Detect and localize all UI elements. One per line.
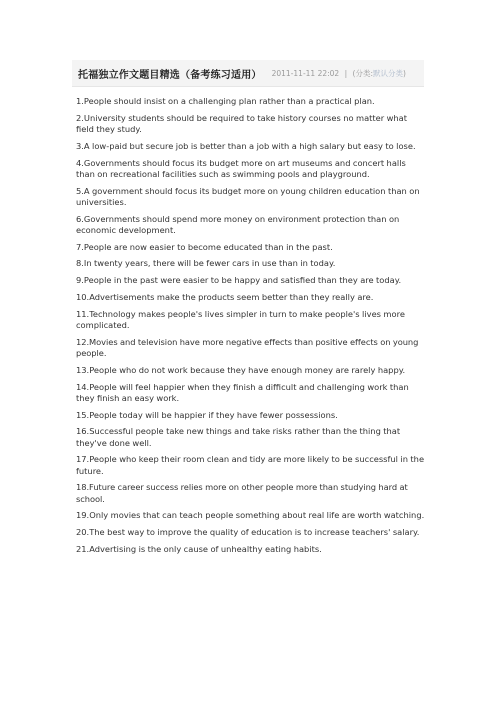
- post-meta: [272, 68, 406, 79]
- topic-item: 13.People who do not work because they have enough money are rarely happy.: [76, 364, 406, 375]
- category-suffix: ): [402, 68, 406, 78]
- topic-item: 6.Governments should spend more money on environment protection than on economic development.: [76, 213, 400, 235]
- category-link[interactable]: 默认分类: [372, 68, 403, 78]
- topic-item: 19.Only movies that can teach people something about real life are worth watching.: [76, 510, 425, 521]
- topic-item: 2.University students should be required to take history courses no matter what field they study.: [76, 112, 408, 134]
- post-datetime: 2011-11-11 22:02: [271, 68, 340, 78]
- topic-item: 18.Future career success relies more on other people more than studying hard at school.: [76, 482, 408, 504]
- post-title: 托福独立作文题目精选（备考练习适用）: [78, 69, 262, 81]
- topic-item: 8.In twenty years, there will be fewer cars in use than in today.: [76, 258, 336, 269]
- topic-item: 21.Advertising is the only cause of unhealthy eating habits.: [76, 543, 322, 554]
- topic-item: 1.People should insist on a challenging plan rather than a practical plan.: [76, 96, 375, 106]
- topic-item: 4.Governments should focus its budget more on art museums and concert halls than on recreational facilities such as swimming pools and playground.: [76, 157, 406, 179]
- topic-item: 9.People in the past were easier to be happy and satisfied than they are today.: [76, 275, 402, 286]
- topic-item: 7.People are now easier to become educated than in the past.: [76, 241, 333, 252]
- topic-item: 11.Technology makes people's lives simpler in turn to make people's lives more complicated.: [76, 308, 405, 330]
- topic-item: 14.People will feel happier when they finish a difficult and challenging work than they finish an easy work.: [76, 381, 409, 403]
- topic-item: 16.Successful people take new things and take risks rather than the thing that they've done well.: [76, 426, 401, 448]
- topic-item: 5.A government should focus its budget more on young children education than on universities.: [76, 185, 420, 207]
- post-header: [72, 60, 424, 87]
- topic-item: 12.Movies and television have more negative effects than positive effects on young people.: [76, 336, 419, 358]
- essay-topic-list: [76, 96, 426, 561]
- topic-item: 17.People who keep their room clean and tidy are more likely to be successful in the future.: [76, 454, 425, 476]
- topic-item: 20.The best way to improve the quality of education is to increase teachers' salary.: [76, 527, 420, 538]
- topic-item: 15.People today will be happier if they have fewer possessions.: [76, 409, 338, 420]
- topic-item: 3.A low-paid but secure job is better than a job with a high salary but easy to lose.: [76, 140, 416, 151]
- category-prefix: (分类:: [352, 68, 373, 78]
- topic-item: 10.Advertisements make the products seem better than they really are.: [76, 291, 374, 302]
- meta-separator: |: [344, 68, 348, 78]
